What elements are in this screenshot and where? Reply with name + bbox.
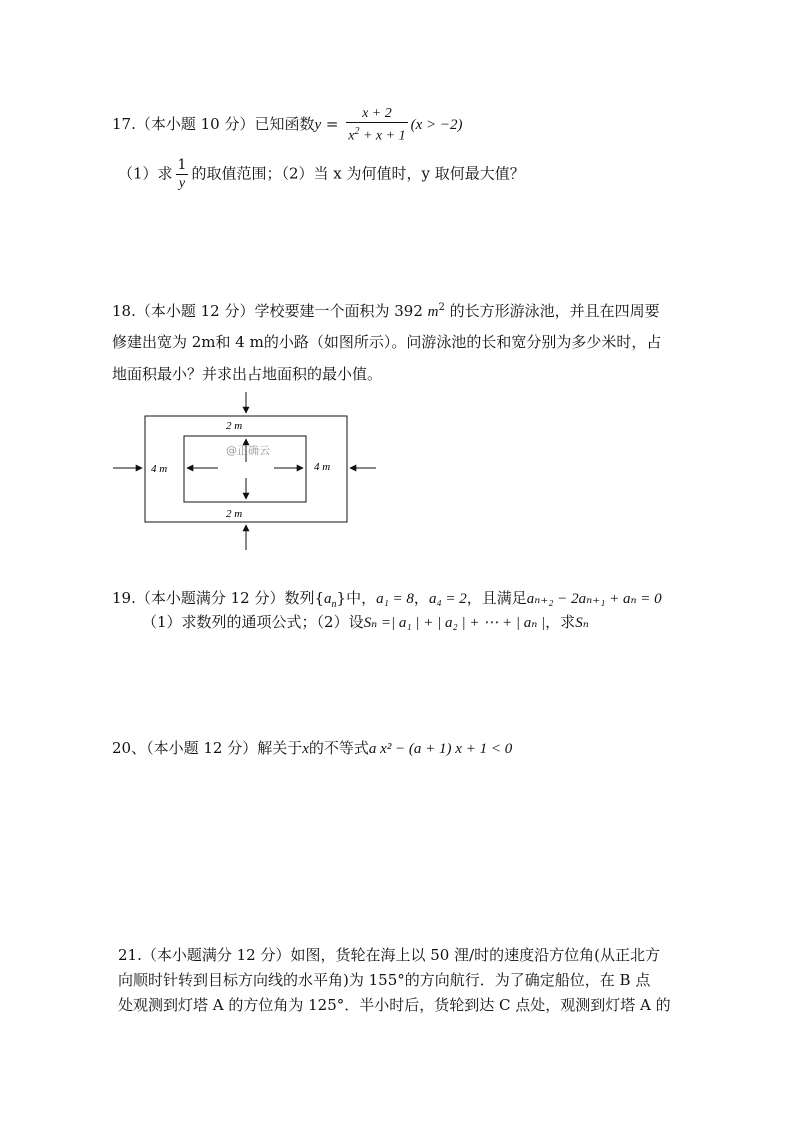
q17-p1-denominator: y xyxy=(178,176,186,191)
q19-a1: a₁ = 8 xyxy=(376,591,414,607)
q17-p1-prefix: （1）求 xyxy=(118,164,173,183)
q17-den-exp: 2 xyxy=(354,126,360,137)
top-width-label: 2 m xyxy=(226,420,243,432)
q17-p1-numerator: 1 xyxy=(177,157,187,173)
q19-sn: Sₙ xyxy=(575,615,589,631)
q18-line3: 地面积最小？并求出占地面积的最小值。 xyxy=(112,365,383,383)
q19-line1-b: }中， xyxy=(336,589,377,607)
q17-line1 xyxy=(112,105,463,145)
q20-x: x xyxy=(302,741,309,757)
q19-line1-c: ，且满足 xyxy=(466,589,527,607)
q17-eq: = xyxy=(321,114,344,133)
q19-a4: a₄ = 2 xyxy=(428,591,467,607)
q21-line3: 处观测到灯塔 A 的方位角为 125°．半小时后，货轮到达 C 点处，观测到灯塔 A 的 xyxy=(118,996,671,1014)
q19-an-sub: n xyxy=(331,599,337,610)
q18-line2: 修建出宽为 2m和 4 m的小路（如图所示）。问游泳池的长和宽分别为多少米时，占 xyxy=(112,333,662,351)
q18-line1 xyxy=(112,298,660,322)
right-width-label: 4 m xyxy=(314,461,331,473)
q17-fraction xyxy=(346,105,407,145)
q17-reciprocal-fraction xyxy=(176,157,189,192)
q18-unit: m xyxy=(427,304,439,320)
q17-denominator xyxy=(346,123,407,145)
q21-line1: 21.（本小题满分 12 分）如图，货轮在海上以 50 浬/时的速度沿方位角(从正北方 xyxy=(118,946,661,964)
watermark-text: @正确云 xyxy=(226,444,270,457)
q19-sep: ， xyxy=(413,589,429,607)
q20-prefix: 20、（本小题 12 分）解关于 xyxy=(112,739,303,757)
bottom-width-label: 2 m xyxy=(226,508,243,520)
q17-domain: (x > −2) xyxy=(410,116,463,133)
q19-line2 xyxy=(142,612,589,633)
q20-line xyxy=(112,738,512,759)
q19-line1-a: 19.（本小题满分 12 分）数列{ xyxy=(112,589,325,607)
q19-line2-b: ，求 xyxy=(545,613,576,631)
q17-den-rest: + x + 1 xyxy=(359,128,406,144)
q21-line2: 向顺时针转到目标方向线的水平角)为 155°的方向航行．为了确定船位，在 B 点 xyxy=(118,971,651,989)
q17-p1-suffix: 的取值范围；（2）当 x 为何值时，y 取何最大值？ xyxy=(191,164,525,183)
q18-line1-b: 的长方形游泳池，并且在四周要 xyxy=(444,302,660,320)
q19-recurrence: aₙ₊₂ − 2aₙ₊₁ + aₙ = 0 xyxy=(526,591,662,607)
q19-line2-a: （1）求数列的通项公式；（2）设 xyxy=(142,613,364,631)
pool-diagram xyxy=(110,392,390,552)
q19-line1 xyxy=(112,588,662,615)
q18-square: 2 xyxy=(438,302,445,313)
q17-numerator: x + 2 xyxy=(346,105,407,123)
q20-inequality: a x² − (a + 1) x + 1 < 0 xyxy=(368,741,513,757)
q17-prefix: 17.（本小题 10 分）已知函数 xyxy=(112,114,315,133)
q18-line1-a: 18.（本小题 12 分）学校要建一个面积为 392 xyxy=(112,302,428,320)
q17-y: y xyxy=(314,116,322,133)
q19-an: a xyxy=(324,591,332,607)
left-width-label: 4 m xyxy=(151,463,168,475)
q19-sn-definition: Sₙ =| a₁ | + | a₂ | + ⋯ + | aₙ | xyxy=(363,615,546,631)
q17-line2 xyxy=(118,157,525,192)
q17-den-x: x xyxy=(348,128,355,144)
q20-mid: 的不等式 xyxy=(308,739,369,757)
